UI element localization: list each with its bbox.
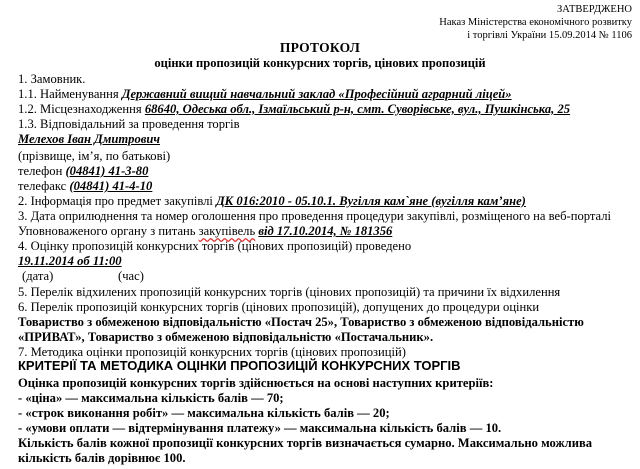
criterion-term: - «строк виконання робіт» — максимальна кількість балів — 20;: [18, 406, 390, 420]
publication-line-2: [18, 224, 392, 239]
fax-label: телефакс: [18, 179, 70, 193]
criteria-heading: КРИТЕРІЇ ТА МЕТОДИКА ОЦІНКИ ПРОПОЗИЦІЙ КОНКУРСНИХ ТОРГІВ: [18, 358, 461, 373]
time-note: (час): [118, 269, 144, 283]
fax-row: [18, 179, 152, 194]
document-title: ПРОТОКОЛ: [279, 40, 361, 55]
customer-location-label: 1.2. Місцезнаходження: [18, 102, 145, 116]
subject-label: 2. Інформація про предмет закупівлі: [18, 194, 217, 208]
method-label: 7. Методика оцінки пропозицій конкурсних торгів (цінових пропозицій): [18, 345, 406, 359]
evaluation-datetime: 19.11.2014 об 11:00: [18, 254, 122, 268]
approval-title: ЗАТВЕРДЖЕНО: [557, 4, 632, 15]
date-note: (дата): [22, 269, 54, 283]
phone-value: (04841) 41-3-80: [65, 164, 149, 178]
criteria-intro: Оцінка пропозицій конкурсних торгів здійснюється на основі наступних критеріїв:: [18, 376, 494, 390]
publication-value: від 17.10.2014, № 181356: [258, 224, 393, 238]
admitted-list-line-1: Товариство з обмеженою відповідальністю «Постач 25», Товариство з обмеженою відповідальністю: [18, 315, 584, 329]
document-subtitle: оцінки пропозицій конкурсних торгів, цінових пропозицій: [154, 56, 486, 70]
criterion-price: - «ціна» — максимальна кількість балів — 70;: [18, 391, 284, 405]
subject-row: [18, 194, 526, 209]
summary-line-1: Кількість балів кожної пропозиції конкурсних торгів визначається сумарно. Максимально можлива: [18, 436, 593, 450]
responsible-name-note: (прізвище, ім’я, по батькові): [18, 149, 171, 163]
customer-name-row: [18, 87, 512, 102]
rejected-label: 5. Перелік відхилених пропозицій конкурсних торгів (цінових пропозицій) та причини їх відхилення: [18, 285, 561, 299]
phone-row: [18, 164, 148, 179]
publication-line-1: 3. Дата оприлюднення та номер оголошення про проведення процедури закупівлі, розміщеного на веб-порталі: [18, 209, 612, 223]
publication-label: Уповноваженого органу з питань: [18, 224, 199, 238]
responsible-label: 1.3. Відповідальний за проведення торгів: [18, 117, 240, 131]
customer-label: 1. Замовник.: [18, 72, 86, 86]
fax-value: (04841) 41-4-10: [69, 179, 153, 193]
criterion-payment: - «умови оплати — відтермінування платежу» — максимальна кількість балів — 10.: [18, 421, 502, 435]
subject-value: ДК 016:2010 - 05.10.1. Вугілля кам`яне (вугілля кам’яне): [216, 194, 526, 208]
publication-label-spellcheck: закупівель: [198, 224, 256, 238]
admitted-label: 6. Перелік пропозицій конкурсних торгів (цінових пропозицій), допущених до процедури оцінки: [18, 300, 540, 314]
customer-location-row: [18, 102, 570, 117]
evaluation-label: 4. Оцінку пропозицій конкурсних торгів (цінових пропозицій) проведено: [18, 239, 412, 253]
customer-location-value: 68640, Одеська обл., Ізмаїльський р-н, смт. Суворівське, вул., Пушкінська, 25: [144, 102, 571, 116]
admitted-list-line-2: «ПРИВАТ», Товариство з обмеженою відповідальністю «Постачальник».: [18, 330, 434, 344]
summary-line-2: кількість балів дорівнює 100.: [18, 451, 186, 465]
approval-stamp: [439, 3, 632, 42]
customer-name-label: 1.1. Найменування: [18, 87, 122, 101]
approval-order-date: і торгівлі України 15.09.2014 № 1106: [467, 30, 632, 41]
phone-label: телефон: [18, 164, 66, 178]
approval-order: Наказ Міністерства економічного розвитку: [439, 17, 632, 28]
responsible-person: Мелехов Іван Дмитрович: [18, 132, 160, 146]
customer-name-value: Державний вищий навчальний заклад «Професійний аграрний ліцей»: [121, 87, 512, 101]
